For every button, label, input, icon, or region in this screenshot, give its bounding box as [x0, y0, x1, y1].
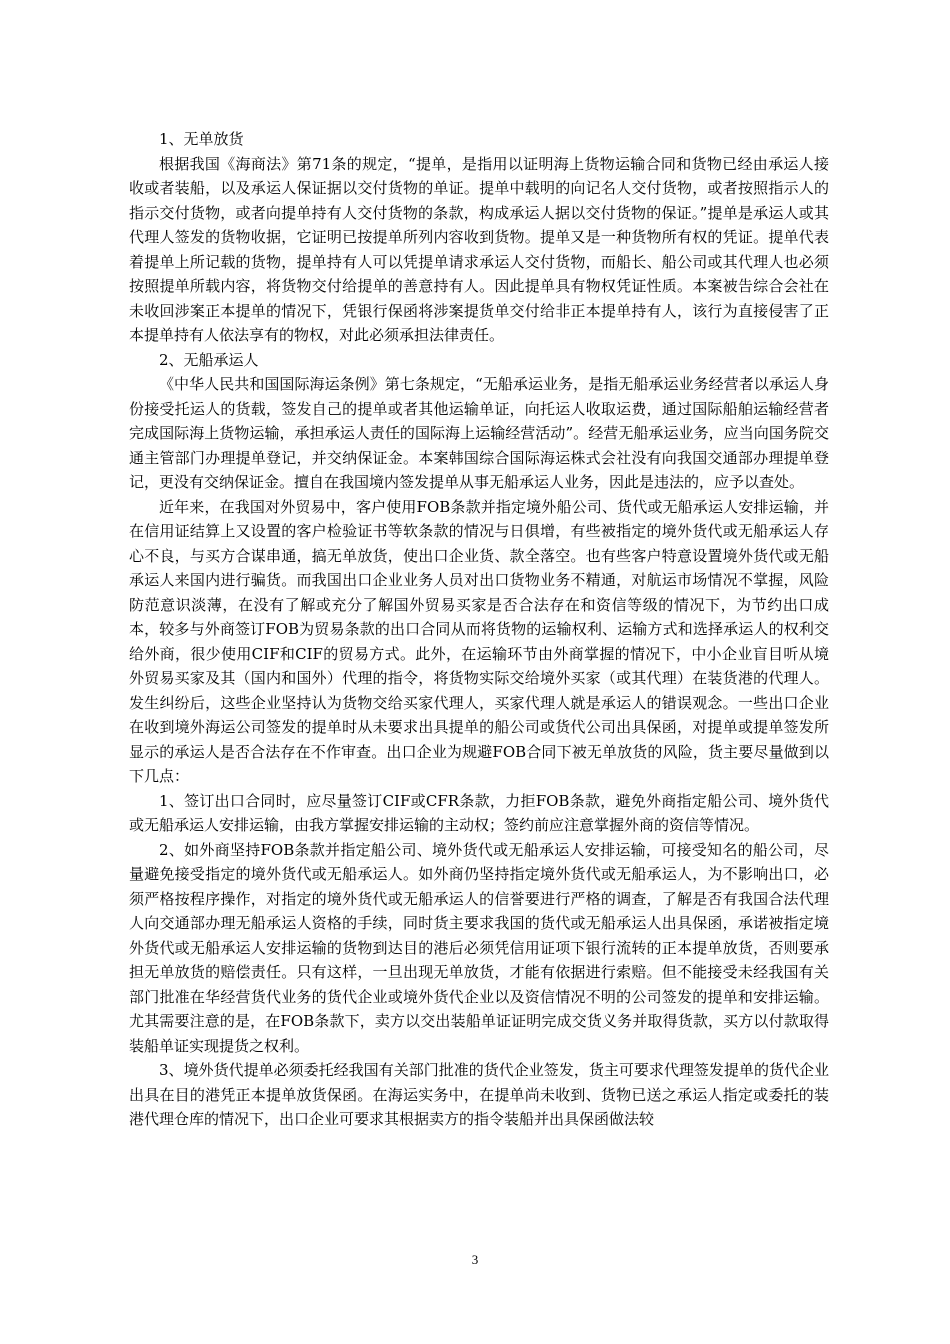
paragraph-maritime-law-bill-of-lading: 根据我国《海商法》第71条的规定，“提单，是指用以证明海上货物运输合同和货物已经由承运人接收或者装船，以及承运人保证据以交付货物的单证。提单中载明的向记名人交付货物，或者按照指示人的指示交付货物，或者向提单持有人交付货物的条款，构成承运人据以交付货物的保证。”提单是承运人或其代理人签发的货物收据，它证明已按提单所列内容收到货物。提单又是一种货物所有权的凭证。提单代表着提单上所记载的货物，提单持有人可以凭提单请求承运人交付货物，而船长、船公司或其代理人也必须按照提单所载内容，将货物交付给提单的善意持有人。因此提单具有物权凭证性质。本案被告综合会社在未收回涉案正本提单的情况下，凭银行保函将涉案提货单交付给非正本提单持有人，该行为直接侵害了正本提单持有人依法享有的物权，对此必须承担法律责任。: [129, 154, 829, 344]
paragraph-point-3: 3、境外货代提单必须委托经我国有关部门批准的货代企业签发，货主可要求代理签发提单的货代企业出具在目的港凭正本提单放货保函。在海运实务中，在提单尚未收到、货物已送之承运人指定或委托的装港代理仓库的情况下，出口企业可要求其根据卖方的指令装船并出具保函做法较: [129, 1061, 829, 1128]
paragraph-point-2: 2、如外商坚持FOB条款并指定船公司、境外货代或无船承运人安排运输，可接受知名的船公司，尽量避免接受指定的境外货代或无船承运人。如外商仍坚持指定境外货代或无船承运人，为不影响出口，必须严格按程序操作，对指定的境外货代或无船承运人的信誉要进行严格的调查，了解是否有我国合法代理人向交通部办理无船承运人资格的手续，同时货主要求我国的货代或无船承运人出具保函，承诺被指定境外货代或无船承运人安排运输的货物到达目的港后必须凭信用证项下银行流转的正本提单放货，否则要承担无单放货的赔偿责任。只有这样，一旦出现无单放货，才能有依据进行索赔。但不能接受未经我国有关部门批准在华经营货代业务的货代企业或境外货代企业以及资信情况不明的公司签发的提单和安排运输。尤其需要注意的是，在FOB条款下，卖方以交出装船单证证明完成交货义务并取得货款，买方以付款取得装船单证实现提货之权利。: [129, 840, 829, 1055]
heading-no-bill-release: 1、无单放货: [159, 130, 244, 148]
paragraph-point-1: 1、签订出口合同时，应尽量签订CIF或CFR条款，力拒FOB条款，避免外商指定船公司、境外货代或无船承运人安排运输，由我方掌握安排运输的主动权；签约前应注意掌握外商的资信等情况。: [129, 791, 829, 834]
page-number: 3: [471, 1252, 479, 1267]
document-body: [129, 127, 829, 1132]
heading-nvocc: 2、无船承运人: [159, 350, 259, 369]
paragraph-fob-risks: 近年来，在我国对外贸易中，客户使用FOB条款并指定境外船公司、货代或无船承运人安排运输，并在信用证结算上又设置的客户检验证书等软条款的情况与日俱增，有些被指定的境外货代或无船承运人存心不良，与买方合谋串通，搞无单放货，使出口企业货、款全落空。也有些客户特意设置境外货代或无船承运人来国内进行骗货。而我国出口企业业务人员对出口货物业务不精通，对航运市场情况不掌握，风险防范意识淡薄，在没有了解或充分了解国外贸易买家是否合法存在和资信等级的情况下，为节约出口成本，较多与外商签订FOB为贸易条款的出口合同从而将货物的运输权利、运输方式和选择承运人的权利交给外商，很少使用CIF和CIF的贸易方式。此外，在运输环节由外商掌握的情况下，中小企业盲目听从境外贸易买家及其（国内和国外）代理的指令，将货物实际交给境外买家（或其代理）在装货港的代理人。发生纠纷后，这些企业坚持认为货物交给买家代理人，买家代理人就是承运人的错误观念。一些出口企业在收到境外海运公司签发的提单时从未要求出具提单的船公司或货代公司出具保函，对提单或提单签发所显示的承运人是否合法存在不作审查。出口企业为规避FOB合同下被无单放货的风险，货主要尽量做到以下几点：: [129, 497, 829, 785]
paragraph-shipping-regulations: 《中华人民共和国国际海运条例》第七条规定，“无船承运业务，是指无船承运业务经营者以承运人身份接受托运人的货载，签发自己的提单或者其他运输单证，向托运人收取运费，通过国际船舶运输经营者完成国际海上货物运输，承担承运人责任的国际海上运输经营活动”。经营无船承运业务，应当向国务院交通主管部门办理提单登记，并交纳保证金。本案韩国综合国际海运株式会社没有向我国交通部办理提单登记，更没有交纳保证金。擅自在我国境内签发提单从事无船承运人业务，因此是违法的，应予以查处。: [129, 375, 829, 491]
